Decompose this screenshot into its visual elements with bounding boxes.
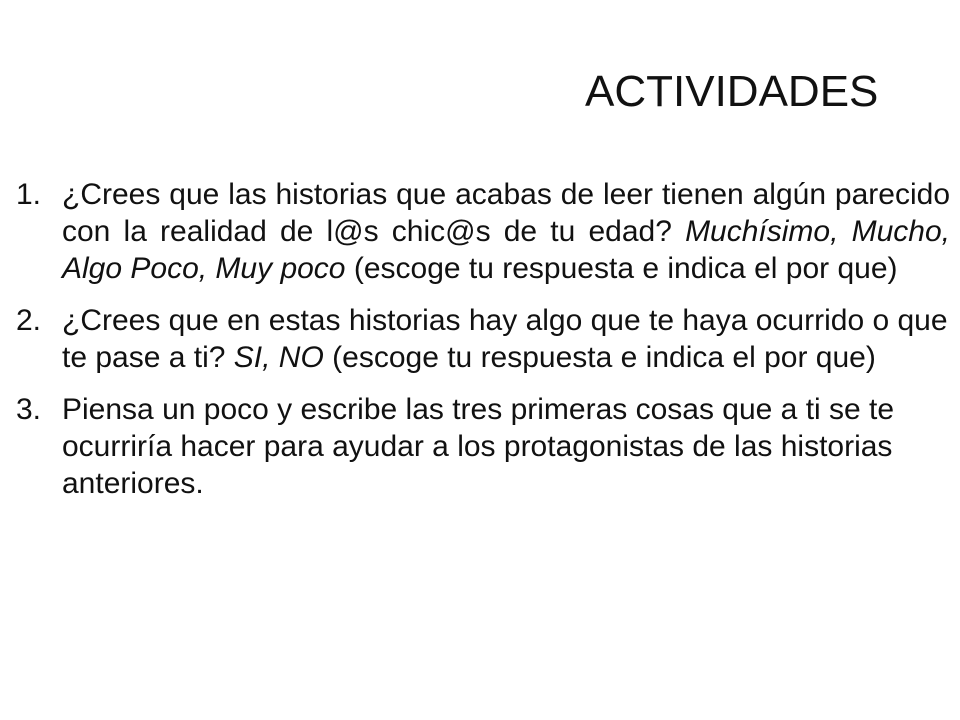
list-item <box>16 176 950 287</box>
list-item <box>16 302 950 376</box>
slide-title: ACTIVIDADES <box>585 67 879 116</box>
item-text-part2: (escoge tu respuesta e indica el por que) <box>323 341 876 374</box>
list-item <box>16 391 950 502</box>
item-text <box>62 302 950 376</box>
item-text-part1: Piensa un poco y escribe las tres primeras cosas que a ti se te ocurriría hacer para ayudar a los protagonistas de las historias anteriores. <box>62 393 895 500</box>
item-options: SI, NO <box>233 341 324 374</box>
item-number: 2. <box>16 304 42 337</box>
item-number: 1. <box>16 178 42 211</box>
item-text <box>62 391 950 502</box>
activity-list <box>16 176 950 517</box>
item-options: Muchísimo, Mucho, Algo Poco, Muy poco <box>62 215 950 285</box>
item-text <box>62 176 950 287</box>
item-text-part1: ¿Crees que en estas historias hay algo que te haya ocurrido o que te pase a ti? <box>62 304 948 374</box>
item-text-part1: ¿Crees que las historias que acabas de leer tienen algún parecido con la realidad de l@s chic@s de tu edad? <box>62 178 950 248</box>
item-number: 3. <box>16 393 42 426</box>
item-text-part2: (escoge tu respuesta e indica el por que) <box>345 252 898 285</box>
